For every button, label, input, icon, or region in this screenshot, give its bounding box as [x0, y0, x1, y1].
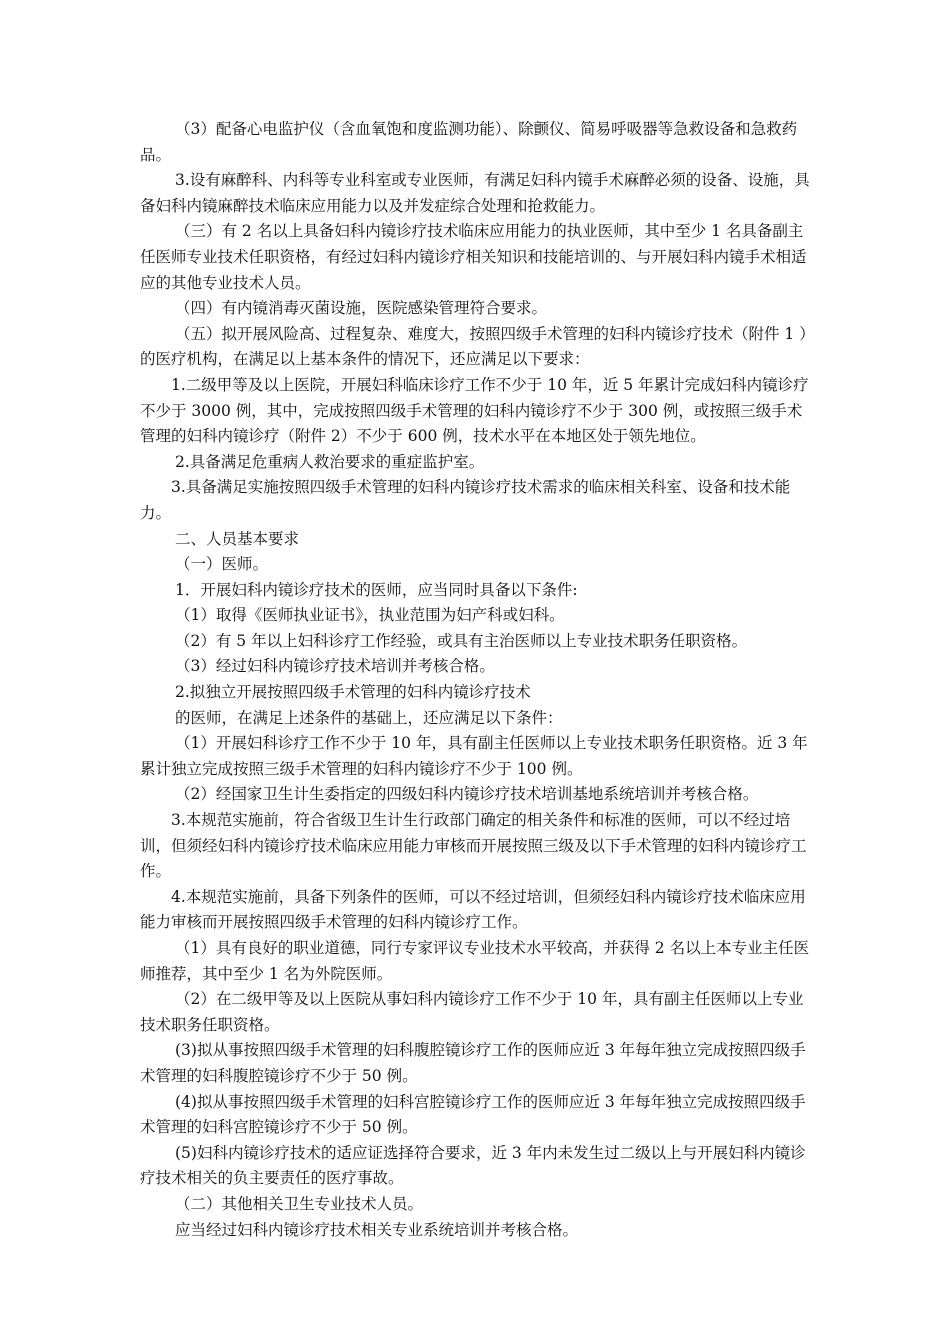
paragraph: 1．开展妇科内镜诊疗技术的医师，应当同时具备以下条件: [175, 580, 578, 599]
paragraph: （1）取得《医师执业证书》，执业范围为妇产科或妇科。 [175, 606, 565, 625]
subsection-heading: （二）其他相关卫生专业技术人员。 [175, 1194, 424, 1213]
paragraph: 3.具备满足实施按照四级手术管理的妇科内镜诊疗技术需求的临床相关科室、设备和技术能力。 [140, 478, 791, 522]
paragraph: 3.设有麻醉科、内科等专业科室或专业医师，有满足妇科内镜手术麻醉必须的设备、设施，具备妇科内镜麻醉技术临床应用能力以及并发症综合处理和抢救能力。 [140, 171, 810, 215]
paragraph: 3.本规范实施前，符合省级卫生计生行政部门确定的相关条件和标准的医师，可以不经过培训，但须经妇科内镜诊疗技术临床应用能力审核而开展按照三级及以下手术管理的妇科内镜诊疗工作。 [140, 811, 807, 881]
paragraph: 1.二级甲等及以上医院，开展妇科临床诊疗工作不少于 10 年，近 5 年累计完成妇科内镜诊疗不少于 3000 例，其中，完成按照四级手术管理的妇科内镜诊疗不少于 300 例，或按照三级手术管理的妇科内镜诊疗（附件 2）不少于 600 例，技术水平在本地区处于领先地位。 [140, 375, 809, 446]
paragraph: 4.本规范实施前，具备下列条件的医师，可以不经过培训，但须经妇科内镜诊疗技术临床应用能力审核而开展按照四级手术管理的妇科内镜诊疗工作。 [140, 887, 806, 932]
paragraph: （2）在二级甲等及以上医院从事妇科内镜诊疗工作不少于 10 年，具有副主任医师以上专业技术职务任职资格。 [140, 990, 804, 1034]
paragraph: （1）开展妇科诊疗工作不少于 10 年，具有副主任医师以上专业技术职务任职资格。近 3 年累计独立完成按照三级手术管理的妇科内镜诊疗不少于 100 例。 [140, 734, 808, 778]
paragraph: （1）具有良好的职业道德，同行专家评议专业技术水平较高，并获得 2 名以上本专业主任医师推荐，其中至少 1 名为外院医师。 [140, 939, 810, 983]
paragraph: 应当经过妇科内镜诊疗技术相关专业系统培训并考核合格。 [175, 1220, 579, 1239]
paragraph: （五）拟开展风险高、过程复杂、难度大，按照四级手术管理的妇科内镜诊疗技术（附件 1 ）的医疗机构，在满足以上基本条件的情况下，还应满足以下要求： [140, 324, 807, 369]
paragraph: 2.具备满足危重病人救治要求的重症监护室。 [175, 452, 485, 471]
section-heading: 二、人员基本要求 [175, 529, 300, 548]
paragraph: （2）经国家卫生计生委指定的四级妇科内镜诊疗技术培训基地系统培训并考核合格。 [175, 785, 759, 804]
paragraph: (3)拟从事按照四级手术管理的妇科腹腔镜诊疗工作的医师应近 3 年每年独立完成按照四级手术管理的妇科腹腔镜诊疗不少于 50 例。 [140, 1041, 806, 1085]
document-body [140, 117, 812, 1243]
paragraph: (4)拟从事按照四级手术管理的妇科宫腔镜诊疗工作的医师应近 3 年每年独立完成按照四级手术管理的妇科宫腔镜诊疗不少于 50 例。 [140, 1092, 806, 1137]
subsection-heading: （一）医师。 [175, 555, 269, 574]
paragraph: 2.拟独立开展按照四级手术管理的妇科内镜诊疗技术 [175, 683, 531, 702]
paragraph: （三）有 2 名以上具备妇科内镜诊疗技术临床应用能力的执业医师，其中至少 1 名具备副主任医师专业技术任职资格，有经过妇科内镜诊疗相关知识和技能培训的、与开展妇科内镜手术相适应的其他专业技术人员。 [140, 222, 807, 292]
paragraph: （3）经过妇科内镜诊疗技术培训并考核合格。 [175, 657, 495, 676]
paragraph: 的医师，在满足上述条件的基础上，还应满足以下条件： [175, 708, 563, 727]
paragraph: （3）配备心电监护仪（含血氧饱和度监测功能）、除颤仪、简易呼吸器等急救设备和急救药品。 [140, 120, 798, 164]
paragraph: (5)妇科内镜诊疗技术的适应证选择符合要求，近 3 年内未发生过二级以上与开展妇科内镜诊疗技术相关的负主要责任的医疗事故。 [140, 1143, 806, 1188]
paragraph: （四）有内镜消毒灭菌设施，医院感染管理符合要求。 [175, 299, 548, 318]
paragraph: （2）有 5 年以上妇科诊疗工作经验，或具有主治医师以上专业技术职务任职资格。 [175, 631, 748, 650]
